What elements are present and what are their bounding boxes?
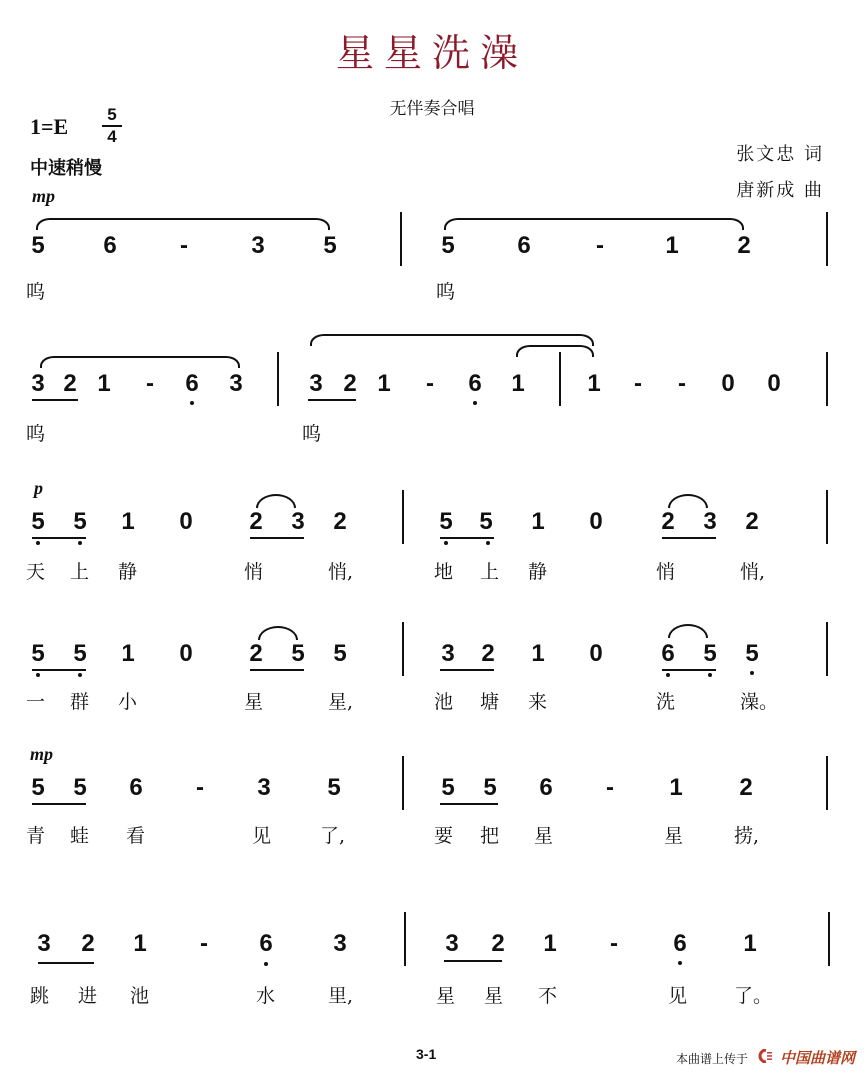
note: 5 (439, 508, 453, 535)
note: 1 (377, 370, 391, 397)
note: 5 (31, 508, 45, 535)
dash: - (200, 930, 208, 957)
lyric: 澡。 (740, 691, 779, 713)
barline (400, 212, 402, 266)
barline (826, 756, 828, 810)
low-octave-dot (36, 673, 40, 677)
lyric: 池 (434, 691, 454, 713)
note: 2 (343, 370, 357, 397)
lyric: 见 (668, 985, 688, 1007)
dynamic-mark: mp (30, 744, 54, 764)
note: 1 (97, 370, 111, 397)
underline-beam (662, 669, 716, 671)
note: 2 (745, 508, 759, 535)
note: 5 (73, 508, 87, 535)
barline (559, 352, 561, 406)
barline (826, 352, 828, 406)
note: 2 (81, 930, 95, 957)
lyric: 跳 (30, 985, 50, 1007)
lyric: 池 (130, 985, 150, 1007)
lyric: 一 (26, 691, 46, 713)
dash: - (596, 232, 604, 259)
note: 5 (31, 774, 45, 801)
low-octave-dot (708, 673, 712, 677)
note: 2 (481, 640, 495, 667)
lyric: 把 (480, 825, 500, 847)
composer-credit: 唐新成 曲 (736, 180, 824, 201)
lyric: 洗 (656, 691, 676, 713)
low-octave-dot (473, 401, 477, 405)
note: 6 (468, 370, 482, 397)
low-octave-dot (78, 673, 82, 677)
underline-beam (444, 960, 502, 962)
rest: 0 (589, 640, 603, 667)
underline-beam (440, 669, 494, 671)
low-octave-dot (750, 671, 754, 675)
underline-beam (440, 803, 498, 805)
low-octave-dot (264, 962, 268, 966)
lyric: 悄 (244, 561, 264, 583)
note: 6 (185, 370, 199, 397)
note: 5 (31, 232, 45, 259)
site-name: 中国曲谱网 (780, 1049, 856, 1067)
rest: 0 (767, 370, 781, 397)
underline-beam (250, 537, 304, 539)
lyric: 蛙 (70, 825, 90, 847)
tie (256, 494, 296, 508)
underline-beam (250, 669, 304, 671)
low-octave-dot (486, 541, 490, 545)
lyric: 星 (534, 825, 554, 847)
tempo-marking: 中速稍慢 (30, 158, 102, 179)
dynamic-mark: p (34, 478, 43, 498)
tie (668, 494, 708, 508)
barline (402, 622, 404, 676)
lyric: 悄 (656, 561, 676, 583)
lyric: 悄, (740, 561, 766, 583)
lyric: 了。 (734, 985, 773, 1007)
barline (402, 756, 404, 810)
key-signature: 1=E (30, 114, 69, 139)
note: 3 (333, 930, 347, 957)
tie (258, 626, 298, 640)
dash: - (180, 232, 188, 259)
low-octave-dot (190, 401, 194, 405)
underline-beam (38, 962, 94, 964)
lyric: 青 (26, 825, 46, 847)
lyric: 静 (528, 561, 548, 583)
note: 2 (491, 930, 505, 957)
note: 3 (445, 930, 459, 957)
time-signature (100, 106, 124, 146)
note: 5 (441, 774, 455, 801)
note: 1 (587, 370, 601, 397)
lyric: 天 (26, 561, 46, 583)
lyric: 星 (436, 985, 456, 1007)
site-name-link[interactable] (780, 1047, 855, 1068)
note: 5 (333, 640, 347, 667)
tie (516, 345, 594, 357)
underline-beam (440, 537, 494, 539)
low-octave-dot (444, 541, 448, 545)
note: 5 (73, 640, 87, 667)
rest: 0 (179, 508, 193, 535)
note: 5 (441, 232, 455, 259)
barline (826, 622, 828, 676)
note: 1 (531, 508, 545, 535)
lyric: 水 (256, 985, 276, 1007)
lyric: 上 (480, 561, 500, 583)
low-octave-dot (666, 673, 670, 677)
underline-beam (32, 803, 86, 805)
note: 3 (37, 930, 51, 957)
lyric: 要 (434, 825, 454, 847)
note: 1 (743, 930, 757, 957)
dash: - (634, 370, 642, 397)
lyric: 星, (328, 691, 354, 713)
note: 3 (257, 774, 271, 801)
note: 3 (229, 370, 243, 397)
note: 6 (517, 232, 531, 259)
note: 5 (31, 640, 45, 667)
note: 1 (665, 232, 679, 259)
page-number: 3-1 (416, 1046, 437, 1062)
song-subtitle: 无伴奏合唱 (389, 99, 475, 119)
low-octave-dot (36, 541, 40, 545)
note: 1 (543, 930, 557, 957)
note: 3 (703, 508, 717, 535)
lyric: 呜 (436, 281, 456, 303)
note: 2 (333, 508, 347, 535)
barline (277, 352, 279, 406)
note: 3 (441, 640, 455, 667)
note: 5 (291, 640, 305, 667)
dash: - (426, 370, 434, 397)
note: 1 (669, 774, 683, 801)
note: 3 (309, 370, 323, 397)
dash: - (678, 370, 686, 397)
note: 6 (673, 930, 687, 957)
dash: - (610, 930, 618, 957)
note: 3 (251, 232, 265, 259)
note: 2 (739, 774, 753, 801)
barline (828, 912, 830, 966)
underline-beam (32, 537, 86, 539)
lyric: 小 (118, 691, 138, 713)
note: 5 (703, 640, 717, 667)
time-numerator: 5 (107, 105, 117, 124)
dash: - (196, 774, 204, 801)
note: 1 (133, 930, 147, 957)
slur (40, 356, 240, 368)
note: 5 (73, 774, 87, 801)
rest: 0 (721, 370, 735, 397)
rest: 0 (179, 640, 193, 667)
lyric: 星 (244, 691, 264, 713)
note: 6 (103, 232, 117, 259)
barline (826, 490, 828, 544)
slur (444, 218, 744, 230)
note: 2 (249, 640, 263, 667)
note: 2 (63, 370, 77, 397)
note: 1 (511, 370, 525, 397)
lyric: 群 (70, 691, 90, 713)
lyric: 静 (118, 561, 138, 583)
lyric: 星 (664, 825, 684, 847)
lyric: 不 (538, 985, 558, 1007)
source-note: 本曲谱上传于 (676, 1052, 749, 1066)
underline-beam (308, 399, 356, 401)
underline-beam (32, 669, 86, 671)
note: 2 (737, 232, 751, 259)
slur (36, 218, 330, 230)
dash: - (146, 370, 154, 397)
lyric: 里, (328, 985, 354, 1007)
note: 2 (249, 508, 263, 535)
low-octave-dot (78, 541, 82, 545)
note: 5 (745, 640, 759, 667)
lyricist-credit: 张文忠 词 (736, 144, 824, 165)
note: 1 (121, 640, 135, 667)
lyric: 呜 (302, 423, 322, 445)
site-logo-icon (758, 1049, 774, 1063)
rest: 0 (589, 508, 603, 535)
barline (404, 912, 406, 966)
time-denominator: 4 (107, 127, 117, 146)
low-octave-dot (678, 961, 682, 965)
note: 2 (661, 508, 675, 535)
tie (668, 624, 708, 638)
lyric: 地 (434, 561, 454, 583)
note: 3 (291, 508, 305, 535)
note: 5 (327, 774, 341, 801)
note: 5 (483, 774, 497, 801)
lyric: 星 (484, 985, 504, 1007)
lyric: 呜 (26, 423, 46, 445)
note: 1 (531, 640, 545, 667)
lyric: 了, (320, 825, 346, 847)
note: 5 (479, 508, 493, 535)
lyric: 捞, (734, 825, 760, 847)
dash: - (606, 774, 614, 801)
note: 6 (661, 640, 675, 667)
lyric: 上 (70, 561, 90, 583)
underline-beam (662, 537, 716, 539)
note: 5 (323, 232, 337, 259)
song-title: 星星洗澡 (335, 31, 528, 75)
note: 6 (539, 774, 553, 801)
lyric: 塘 (480, 691, 500, 713)
lyric: 来 (528, 691, 548, 713)
lyric: 进 (78, 985, 98, 1007)
underline-beam (32, 399, 78, 401)
note: 3 (31, 370, 45, 397)
lyric: 悄, (328, 561, 354, 583)
barline (402, 490, 404, 544)
lyric: 呜 (26, 281, 46, 303)
lyric: 见 (252, 825, 272, 847)
note: 1 (121, 508, 135, 535)
note: 6 (129, 774, 143, 801)
note: 6 (259, 930, 273, 957)
barline (826, 212, 828, 266)
lyric: 看 (126, 825, 146, 847)
dynamic-mark: mp (32, 186, 56, 206)
